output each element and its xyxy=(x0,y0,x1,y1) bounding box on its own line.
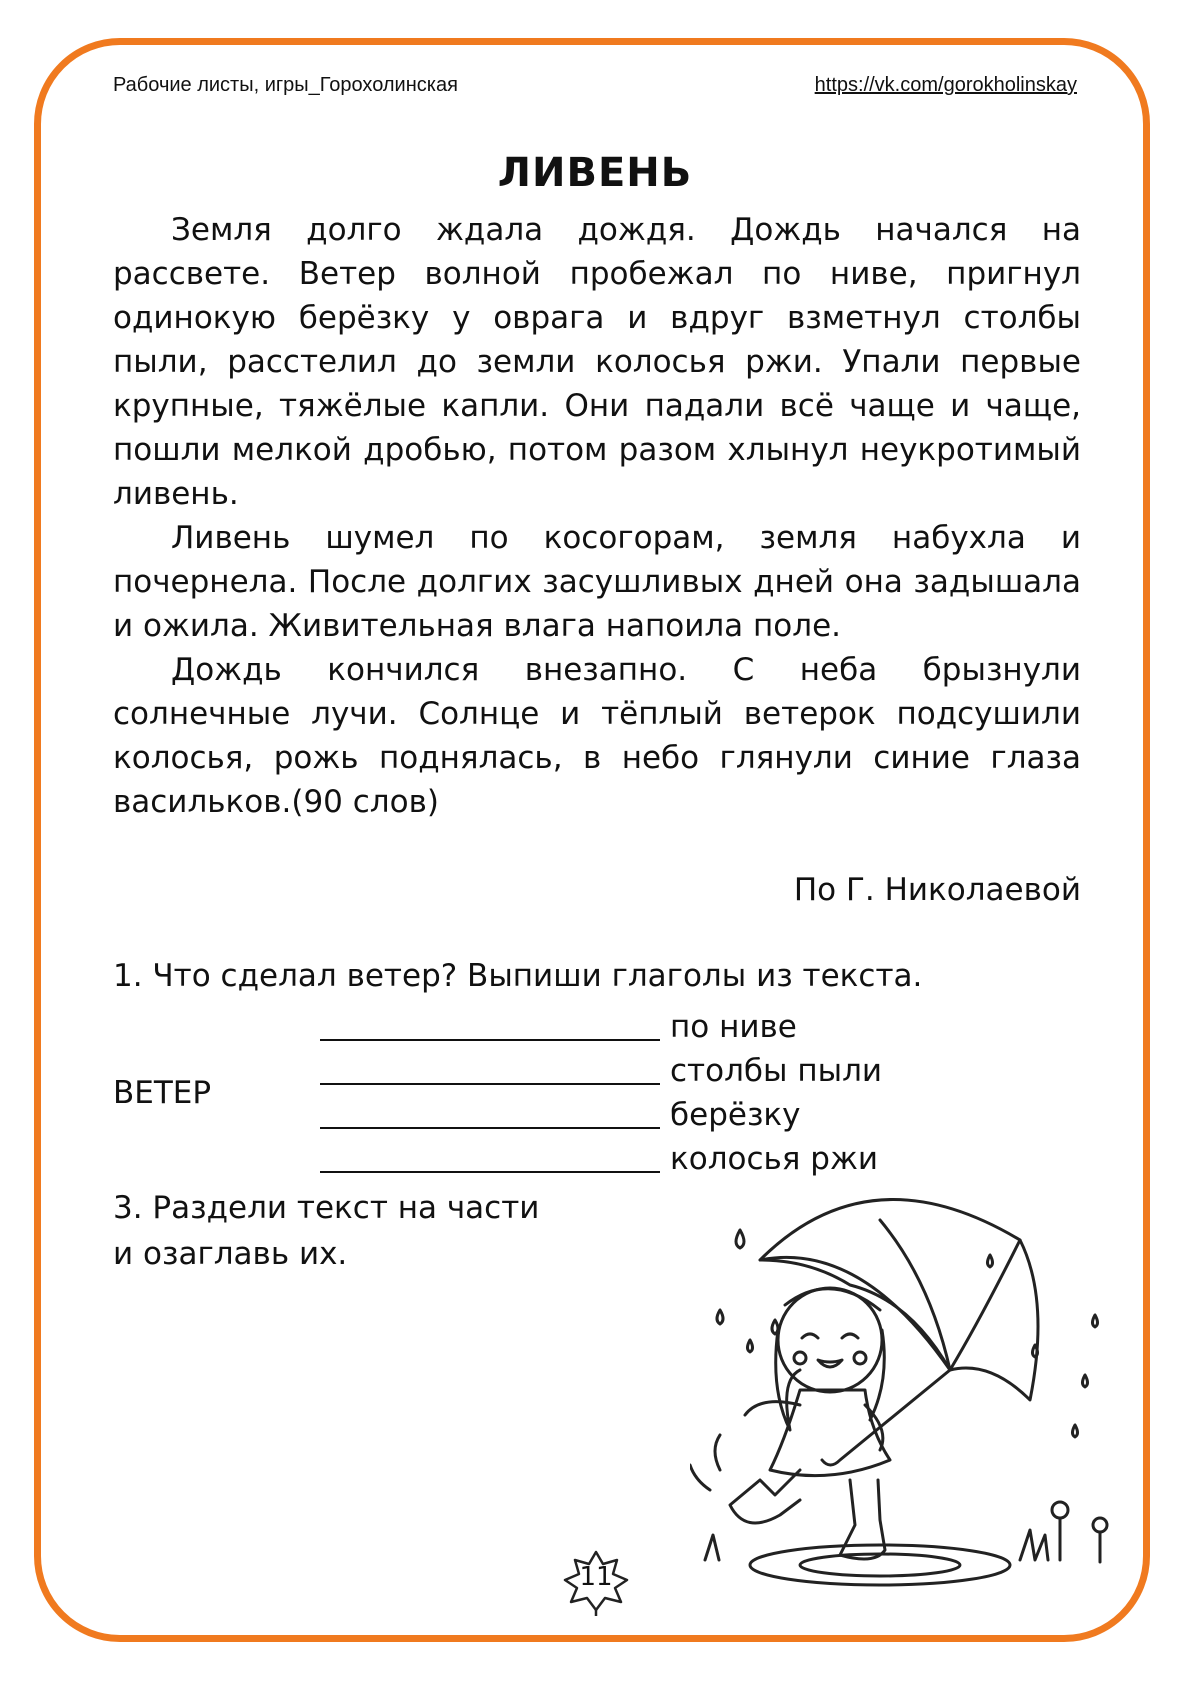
page-number: 11 xyxy=(579,1562,613,1592)
header-link[interactable]: https://vk.com/gorokholinskay xyxy=(814,74,1077,96)
answer-blank[interactable] xyxy=(320,1127,660,1129)
task-1-question: 1. Что сделал ветер? Выпиши глаголы из текста. xyxy=(113,958,923,994)
task-3-line-2: и озаглавь их. xyxy=(113,1236,348,1272)
answer-object: берёзку xyxy=(670,1097,801,1133)
paragraph-1: Земля долго ждала дождя. Дождь начался на рассвете. Ветер волной пробежал по ниве, пригнул одинокую берёзку у оврага и вдруг взметнул столбы пыли, расстелил до земли колосья ржи. Упали первые крупные, тяжёлые капли. Они падали всё чаще и чаще, пошли мелкой дробью, потом разом хлынул неукротимый ливень. xyxy=(113,212,1081,512)
task-3-question xyxy=(113,1185,539,1277)
paragraph-3: Дождь кончился внезапно. С неба брызнули солнечные лучи. Солнце и тёплый ветерок подсушили колосья, рожь поднялась, в небо глянули синие глаза васильков.(90 слов) xyxy=(113,652,1081,820)
page-number-badge xyxy=(561,1548,631,1616)
task-1-subject: ВЕТЕР xyxy=(113,1075,212,1111)
answer-row xyxy=(320,1005,940,1049)
story-text xyxy=(113,208,1081,824)
answer-object: столбы пыли xyxy=(670,1053,883,1089)
answer-blank[interactable] xyxy=(320,1083,660,1085)
answer-blank[interactable] xyxy=(320,1039,660,1041)
task-3-line-1: 3. Раздели текст на части xyxy=(113,1190,540,1226)
answer-object: колосья ржи xyxy=(670,1141,879,1177)
answer-row xyxy=(320,1049,940,1093)
header-author: Рабочие листы, игры_Горохолинская xyxy=(113,74,458,96)
answer-object: по ниве xyxy=(670,1009,797,1045)
answer-row xyxy=(320,1137,940,1181)
answer-row xyxy=(320,1093,940,1137)
paragraph-2: Ливень шумел по косогорам, земля набухла и почернела. После долгих засушливых дней она задышала и ожила. Живительная влага напоила поле. xyxy=(113,520,1081,644)
story-author: По Г. Николаевой xyxy=(793,872,1081,908)
girl-with-umbrella-illustration xyxy=(690,1180,1140,1590)
page-title: ЛИВЕНЬ xyxy=(497,150,693,196)
answer-blank[interactable] xyxy=(320,1171,660,1173)
task-1-answer-list xyxy=(320,1005,940,1181)
